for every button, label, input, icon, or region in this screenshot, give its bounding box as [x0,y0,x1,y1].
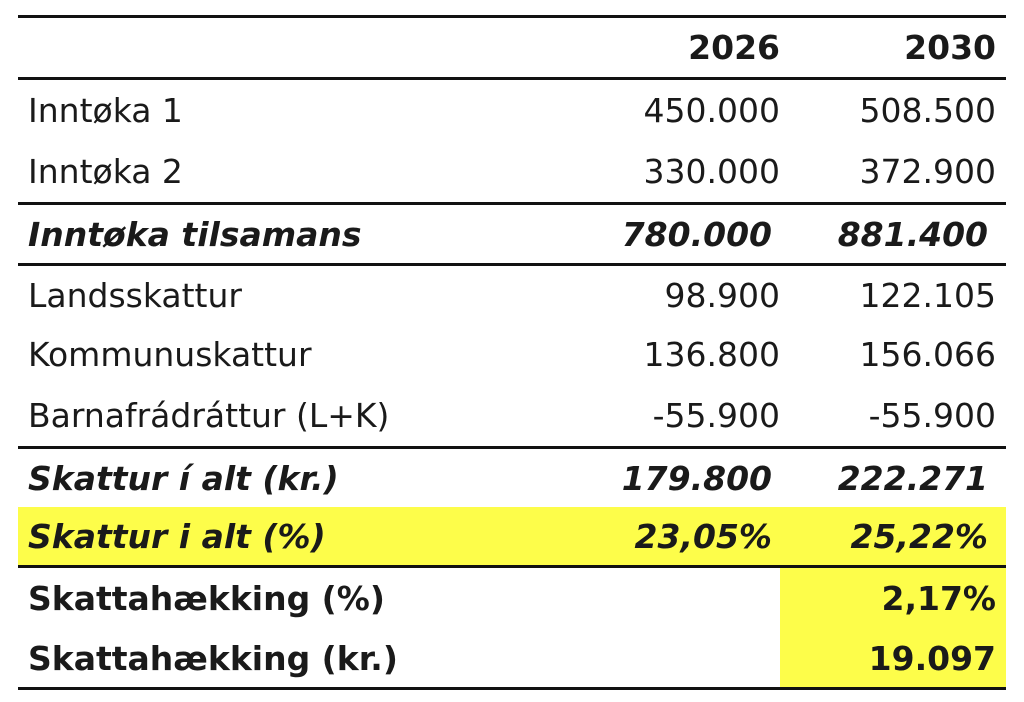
value-2026 [608,568,780,629]
table-row [18,80,1006,141]
value-2026: -55.900 [652,396,780,435]
value-2030: 508.500 [859,91,996,130]
value-2030: 2,17% [780,568,1006,629]
value-2030: 372.900 [859,152,996,191]
value-2026: 330.000 [643,152,780,191]
value-2030: 156.066 [859,335,996,374]
tax-total-kr-row [18,446,1006,507]
header-row [18,18,1006,80]
row-label: Kommunuskattur [28,335,312,374]
table-row [18,385,1006,446]
value-2030: 222.271 [837,458,988,498]
tax-table [18,15,1006,690]
subtotal-row [18,202,1006,263]
table-row [18,324,1006,385]
value-2026: 98.900 [664,275,780,315]
value-2026 [608,629,780,687]
row-label: Skattur i alt (%) [28,516,326,556]
value-2030: 122.105 [859,275,996,315]
value-2026: 136.800 [643,335,780,374]
header-year-2026: 2026 [688,28,780,67]
table-row [18,141,1006,202]
tax-total-percent-row [18,507,1006,568]
tax-increase-percent-row [18,568,1006,629]
row-label: Skattahækking (%) [28,579,385,618]
tax-increase-kr-row [18,629,1006,690]
value-2026: 23,05% [634,516,772,556]
row-label: Inntøka 1 [28,91,183,130]
row-label: Skattur í alt (kr.) [28,458,339,498]
row-label: Landsskattur [28,275,242,315]
value-2026: 780.000 [621,214,772,254]
row-label: Barnafrádráttur (L+K) [28,396,390,435]
row-label: Skattahækking (kr.) [28,638,398,678]
value-2030: 25,22% [850,516,988,556]
row-label: Inntøka 2 [28,152,183,191]
header-year-2030: 2030 [904,28,996,67]
value-2030: 19.097 [780,629,1006,687]
table-row [18,263,1006,324]
value-2030: -55.900 [868,396,996,435]
value-2026: 450.000 [643,91,780,130]
value-2026: 179.800 [621,458,772,498]
value-2030: 881.400 [837,214,988,254]
row-label: Inntøka tilsamans [28,214,362,254]
